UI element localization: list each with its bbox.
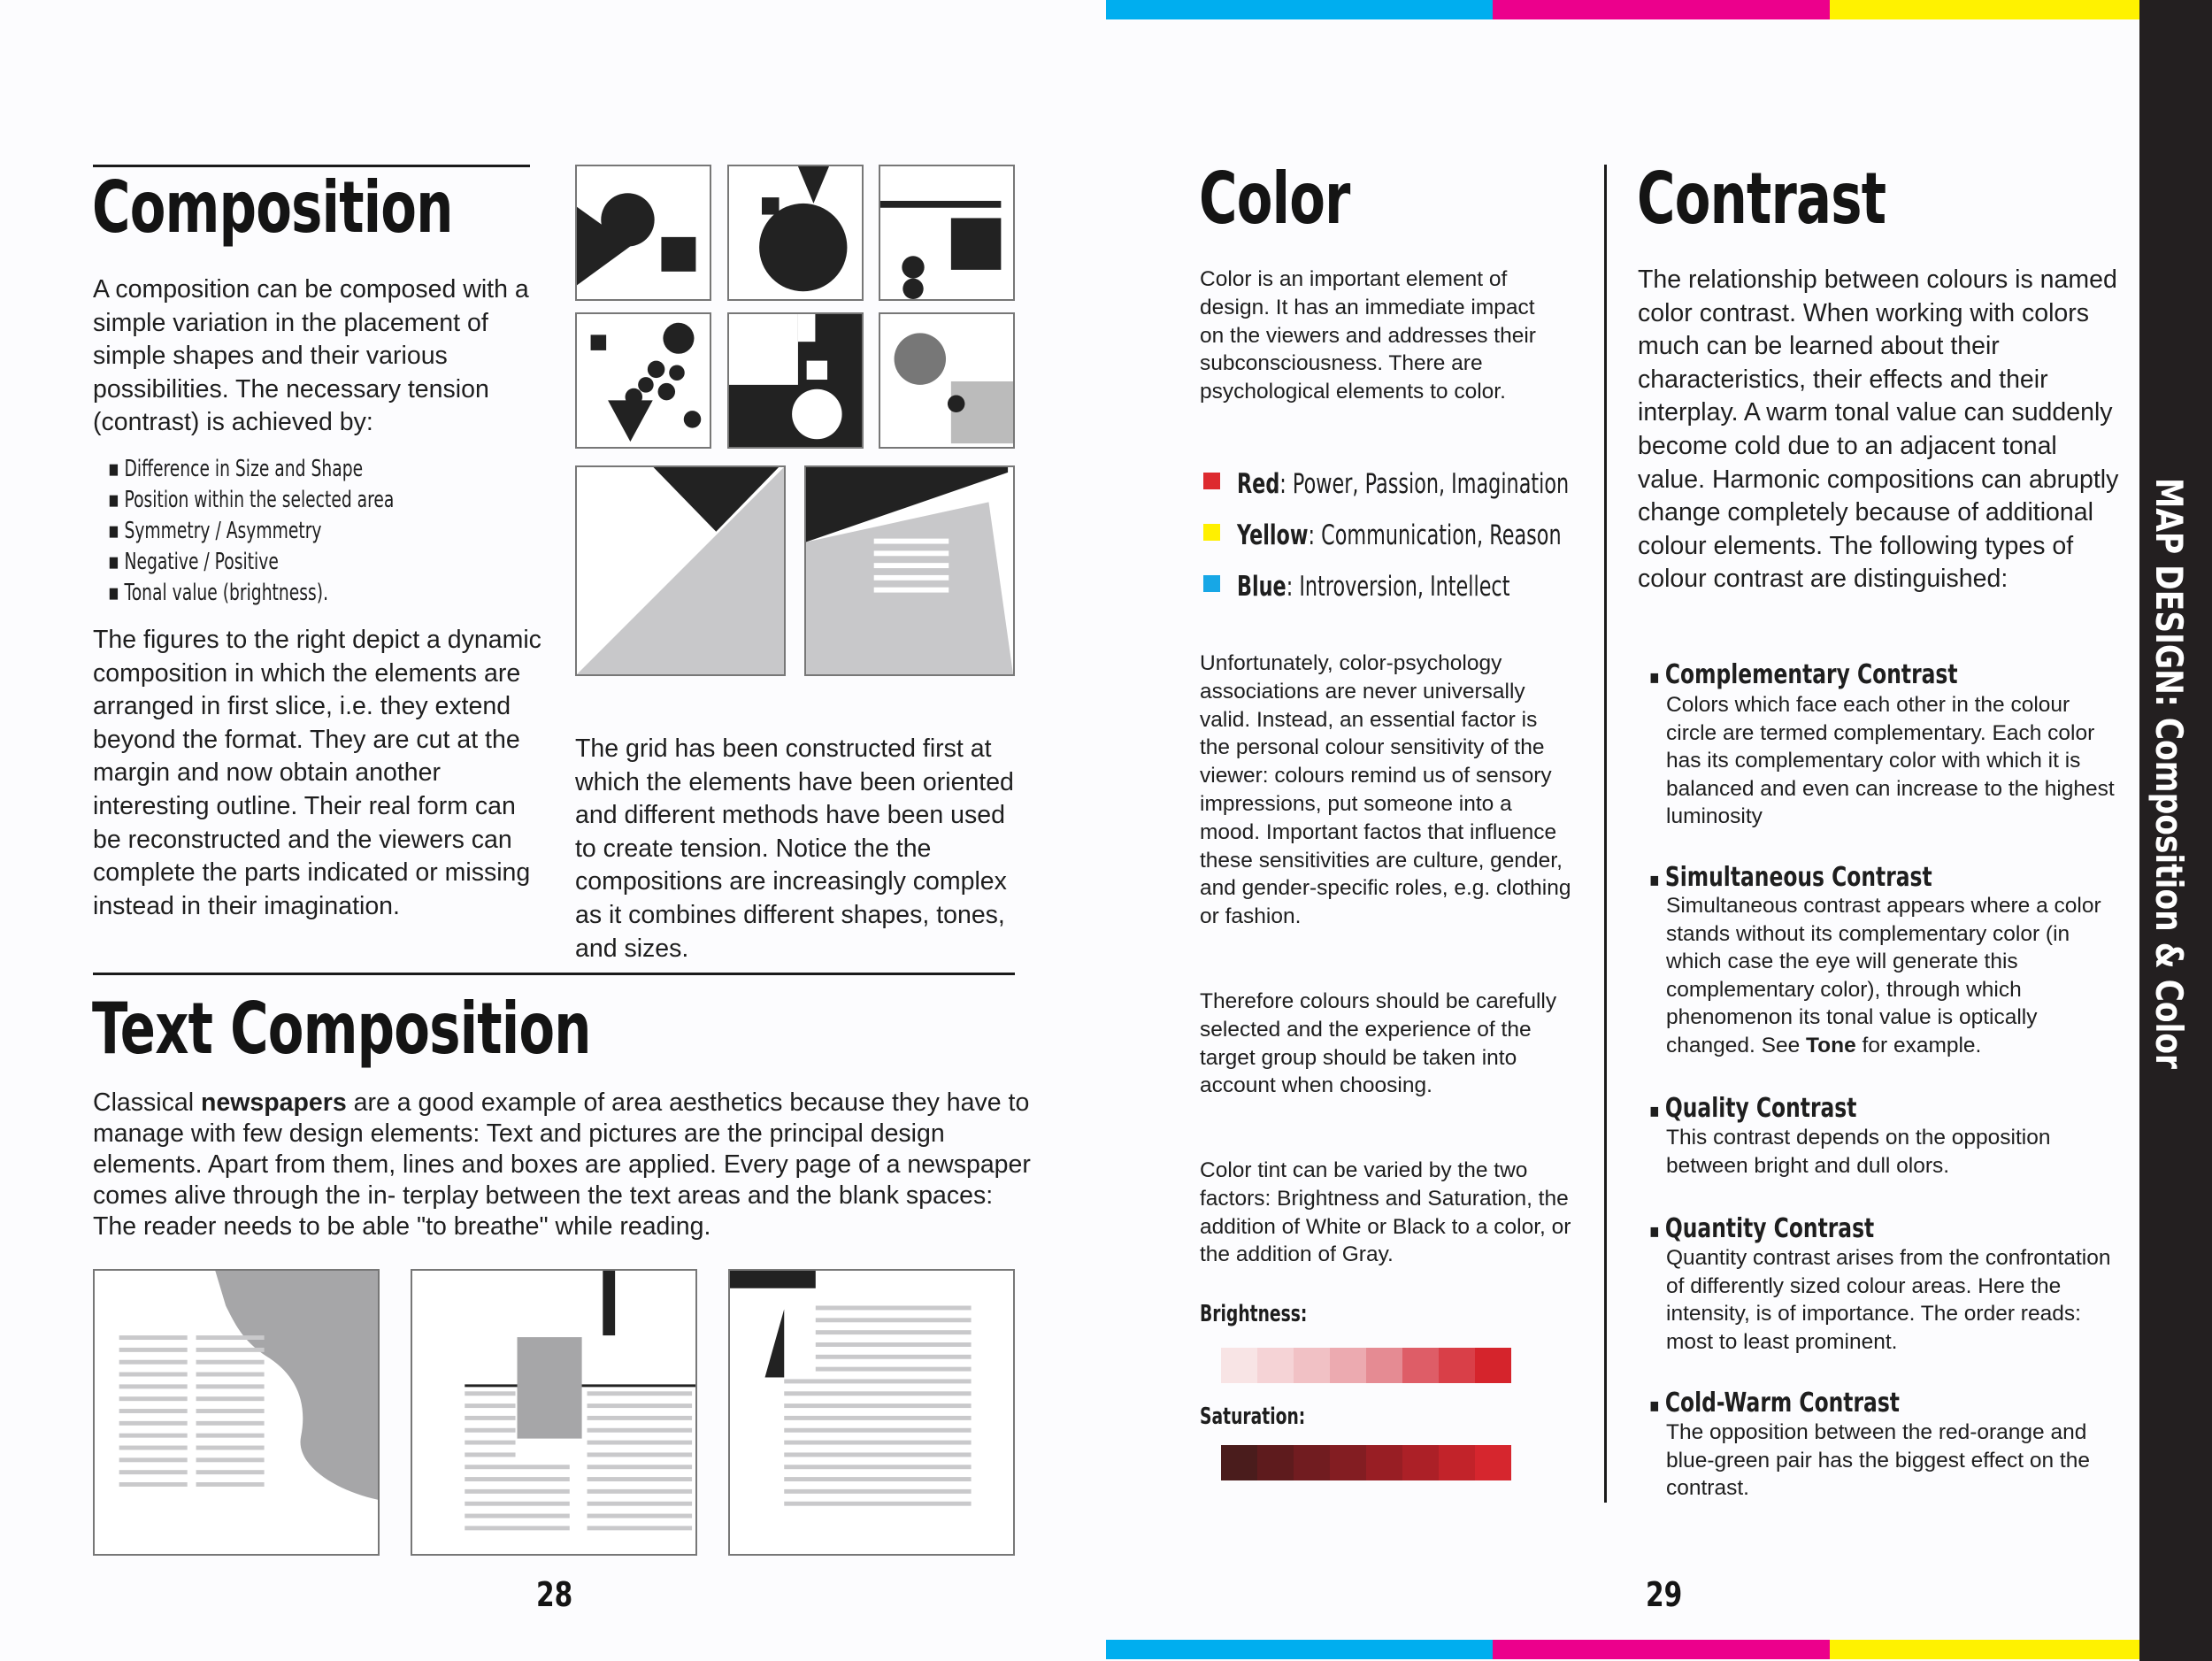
bottom-accent-bar <box>1106 1640 2139 1659</box>
list-item: ▪ Difference in Size and Shape <box>108 454 394 485</box>
saturation-swatch <box>1330 1445 1366 1480</box>
top-accent-bar <box>1106 0 2139 19</box>
page-number-right: 29 <box>1646 1575 1683 1614</box>
contrast-intro: The relationship between colours is named color contrast. When working with colors much can be learned about their characteristics, their effects and their interplay. A warm tonal value can suddenly become cold due to an adjacent tonal value. Harmonic compositions can abruptly change completely because of additional colour elements. The following types of colour contrast are distinguished: <box>1638 265 2119 594</box>
yellow-swatch <box>1203 524 1220 541</box>
brightness-swatch <box>1402 1348 1439 1383</box>
figures-text: The figures to the right depict a dynamic composition in which the elements are arranged in first slice, i.e. they extend beyond the format. They are cut at the margin and now obtain another interesting outline. Their real form can be reconstructed and the viewers can complete the parts indicated or missing instead in their imagination. <box>93 626 541 920</box>
text-composition-paragraph: Classical newspapers are a good example of area aesthetics because they have to manage with few design elements: Text and pictures are the principal design elements. Apart from them, lines and boxes are applied. Every page of a newspaper comes alive through the in- terplay between the text areas and the blank spaces: The reader needs to be able "to breathe" while reading. <box>93 1088 1031 1241</box>
color-title: Color <box>1199 158 1350 240</box>
comp-figure-3 <box>879 165 1015 301</box>
contrast-type-desc: Colors which face each other in the colour circle are termed complementary. Each color has its complementary color with which it is balanced and even can increase to the highest luminosity <box>1666 693 2115 828</box>
comp-figure-5 <box>727 312 864 449</box>
grid-text: The grid has been constructed first at which the elements have been oriented and different methods have been used to create tension. Notice the the compositions are increasingly complex as it combines different shapes, tones, and sizes. <box>575 734 1014 963</box>
comp-figure-4 <box>575 312 711 449</box>
brightness-swatch <box>1221 1348 1257 1383</box>
comp-figure-1 <box>575 165 711 301</box>
blue-swatch <box>1203 575 1220 592</box>
comp-figure-7 <box>575 465 786 676</box>
brightness-swatch <box>1439 1348 1475 1383</box>
list-item: ▪ Position within the selected area <box>108 485 394 516</box>
saturation-swatch <box>1402 1445 1439 1480</box>
text-composition-title: Text Composition <box>92 988 591 1070</box>
contrast-title: Contrast <box>1637 158 1886 240</box>
list-item: ▪ Symmetry / Asymmetry <box>108 516 394 547</box>
contrast-type-title: ▪ Complementary Contrast <box>1649 659 1958 690</box>
brightness-swatch <box>1475 1348 1511 1383</box>
brightness-scale <box>1221 1348 1511 1383</box>
red-swatch <box>1203 473 1220 489</box>
composition-intro: A composition can be composed with a simple variation in the placement of simple shapes and their various possibilities. The necessary tension (contrast) is achieved by: <box>93 275 529 437</box>
composition-title: Composition <box>92 166 453 249</box>
column-divider <box>1604 165 1607 1503</box>
text-figure-1 <box>93 1269 380 1556</box>
comp-figure-8 <box>804 465 1015 676</box>
text-composition-rule <box>93 973 1015 975</box>
side-tab-label: MAP DESIGN: Composition & Color <box>2147 478 2191 1070</box>
brightness-swatch <box>1366 1348 1402 1383</box>
brightness-swatch <box>1257 1348 1294 1383</box>
composition-bullets <box>108 454 394 609</box>
brightness-label: Brightness: <box>1200 1301 1308 1327</box>
contrast-type-title: ▪ Quantity Contrast <box>1649 1213 1874 1244</box>
saturation-swatch <box>1221 1445 1257 1480</box>
color-selection-text: Therefore colours should be carefully selected and the experience of the target group should be taken into account when choosing. <box>1200 989 1557 1098</box>
saturation-swatch <box>1439 1445 1475 1480</box>
saturation-swatch <box>1366 1445 1402 1480</box>
page-number-left: 28 <box>536 1575 573 1614</box>
color-psychology-text: Unfortunately, color-psychology associations are never universally valid. Instead, an essential factor is the personal colour sensitivity of the viewer: colours remind us of sensory impressions, put someone into a mood. Important factos that influence these sensitivities are culture, gender, and gender-specific roles, e.g. clothing or fashion. <box>1200 651 1571 929</box>
side-tab <box>2139 0 2212 1661</box>
text-figure-3 <box>728 1269 1015 1556</box>
contrast-type-title: ▪ Quality Contrast <box>1649 1093 1856 1124</box>
contrast-type-desc: Quantity contrast arises from the confrontation of differently sized colour areas. Here the intensity, is of importance. The order reads: most to least prominent. <box>1666 1246 2111 1354</box>
contrast-type-desc: Simultaneous contrast appears where a color stands without its complementary color (in which case the eye will generate this complementary color), through which phenomenon its tonal value is optically changed. See Tone for example. <box>1666 894 2101 1057</box>
color-tint-text: Color tint can be varied by the two factors: Brightness and Saturation, the addition of White or Black to a color, or the addition of Gray. <box>1200 1158 1571 1267</box>
saturation-swatch <box>1475 1445 1511 1480</box>
list-item: ▪ Tonal value (brightness). <box>108 578 394 609</box>
brightness-swatch <box>1330 1348 1366 1383</box>
contrast-type-title: ▪ Simultaneous Contrast <box>1649 862 1932 893</box>
color-intro: Color is an important element of design. It has an immediate impact on the viewers and addresses their subconsciousness. There are psychological elements to color. <box>1200 267 1536 404</box>
contrast-type-desc: The opposition between the red-orange and blue-green pair has the biggest effect on the contrast. <box>1666 1420 2090 1500</box>
contrast-type-title: ▪ Cold-Warm Contrast <box>1649 1388 1900 1419</box>
brightness-swatch <box>1294 1348 1330 1383</box>
saturation-swatch <box>1294 1445 1330 1480</box>
comp-figure-6 <box>879 312 1015 449</box>
text-figure-2 <box>411 1269 697 1556</box>
saturation-label: Saturation: <box>1200 1403 1306 1430</box>
saturation-swatch <box>1257 1445 1294 1480</box>
saturation-scale <box>1221 1445 1511 1480</box>
contrast-type-desc: This contrast depends on the opposition between bright and dull olors. <box>1666 1126 2051 1178</box>
comp-figure-2 <box>727 165 864 301</box>
list-item: ▪ Negative / Positive <box>108 547 394 578</box>
